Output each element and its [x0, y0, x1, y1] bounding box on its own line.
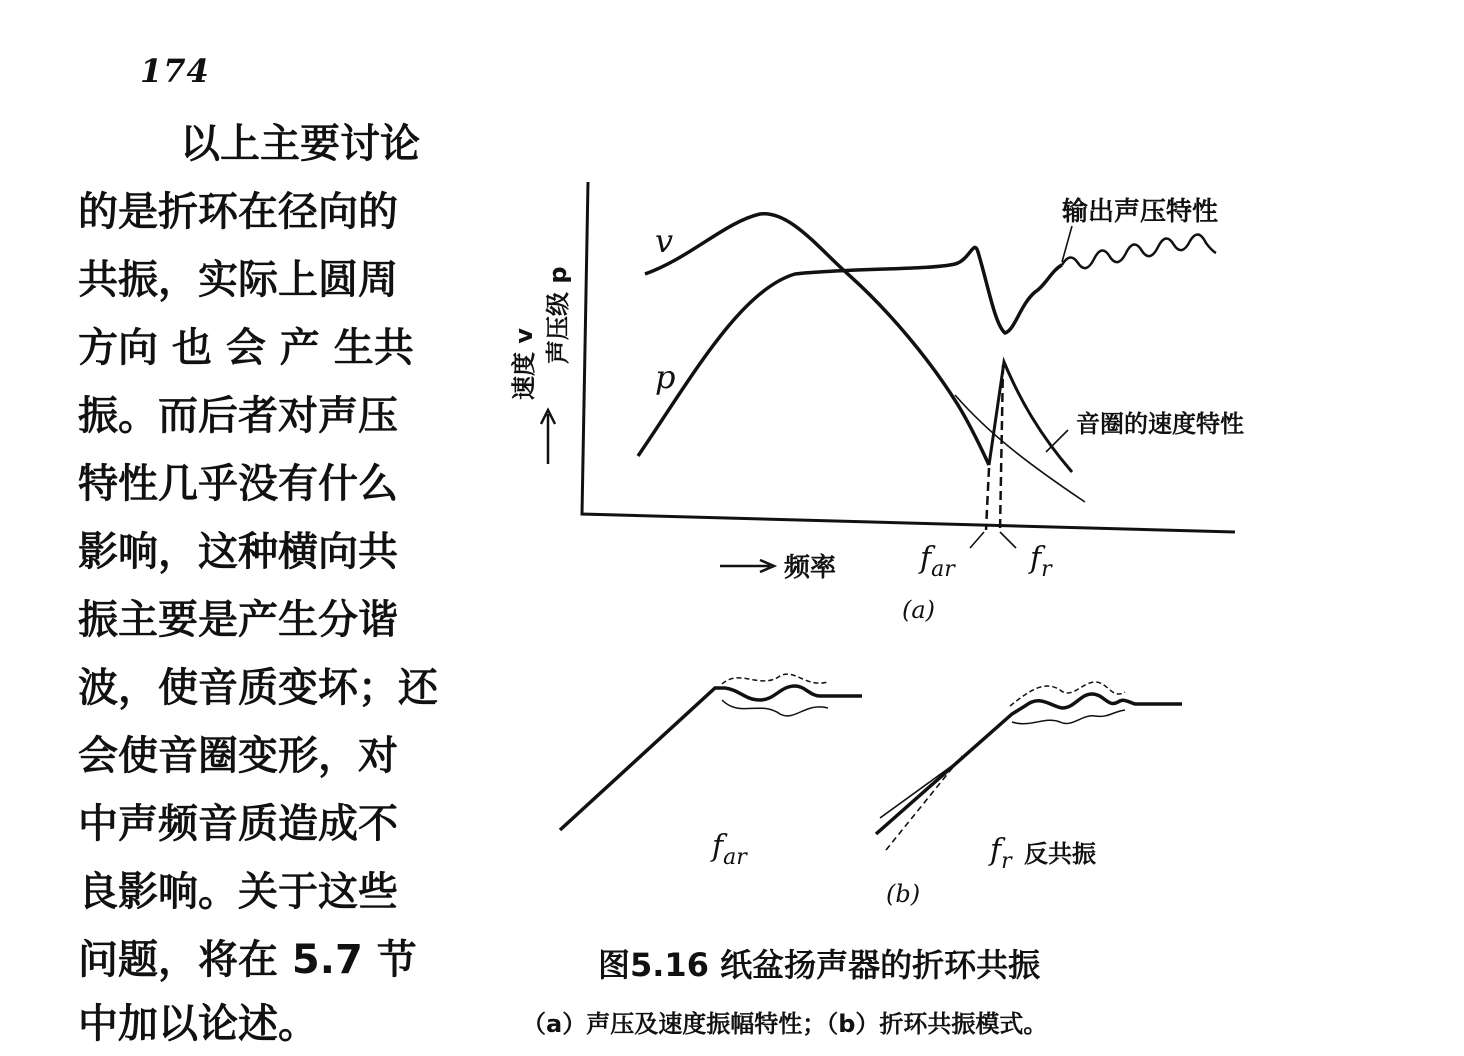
velocity-curve: [645, 214, 989, 465]
fr-label: $f_r$: [1030, 541, 1052, 582]
axes: [582, 182, 1235, 532]
body-text-line: 会使音圈变形，对: [78, 733, 398, 779]
body-text-line: 中声频音质造成不: [78, 801, 398, 847]
far-dashed-line: [986, 468, 989, 530]
velocity-reference-line: [955, 395, 1085, 502]
far-tick: [970, 532, 984, 548]
x-axis-arrow-icon: [720, 560, 774, 572]
figure-caption-subtitle: （a）声压及速度振幅特性；（b）折环共振模式。: [522, 1010, 1048, 1038]
pressure-curve: [638, 247, 1062, 456]
velocity-characteristic-annotation: 音圈的速度特性: [1076, 410, 1244, 438]
body-text-line: 以上主要讨论: [180, 121, 420, 167]
curve-p-label: p: [655, 358, 676, 396]
body-text-line: 影响，这种横向共: [78, 529, 398, 575]
figure-caption-title: 图5.16 纸盆扬声器的折环共振: [598, 946, 1041, 984]
figure-b-fr-label: $f_r$: [990, 833, 1012, 874]
left-lower-envelope: [722, 700, 828, 716]
figure-b-sublabel: (b): [886, 880, 921, 908]
pressure-wavy-curve: [1062, 234, 1216, 268]
right-spread-line-1: [880, 760, 960, 818]
figure-b: [560, 674, 1182, 908]
output-pressure-annotation: 输出声压特性: [1062, 197, 1219, 227]
body-text-line: 振主要是产生分谐: [78, 597, 398, 643]
body-text-line: 问题，将在 5.7 节: [78, 937, 417, 983]
figure-a-sublabel: (a): [902, 596, 936, 624]
body-text-line: 良影响。关于这些: [78, 869, 398, 915]
anti-resonance-label: 反共振: [1024, 840, 1096, 868]
page-number: 174: [140, 52, 210, 90]
far-label: $f_{ar}$: [920, 541, 955, 582]
y-axis-arrow-icon: [541, 410, 555, 464]
x-axis-label: 频率: [784, 553, 837, 583]
y-axis-label-pressure: 声压级 p: [544, 266, 572, 364]
right-spread-line-2: [886, 756, 962, 850]
right-response-curve: [876, 694, 1182, 834]
body-text-line: 中加以论述。: [78, 1001, 318, 1047]
curve-v-label: v: [655, 222, 674, 260]
y-axis-label-velocity: 速度 v: [510, 328, 538, 400]
body-text-line: 振。而后者对声压: [78, 393, 398, 439]
body-text-line: 方向 也 会 产 生共: [78, 325, 414, 371]
body-text-line: 波，使音质变坏；还: [78, 665, 438, 711]
body-text-line: 的是折环在径向的: [78, 189, 398, 235]
figure-a: [510, 182, 1244, 624]
fr-tick: [1000, 532, 1016, 548]
figure-b-far-label: $f_{ar}$: [712, 829, 747, 870]
left-upper-envelope: [722, 674, 828, 684]
body-text-line: 特性几乎没有什么: [78, 461, 398, 507]
right-lower-envelope: [1012, 710, 1125, 724]
body-text-line: 共振，实际上圆周: [78, 257, 398, 303]
